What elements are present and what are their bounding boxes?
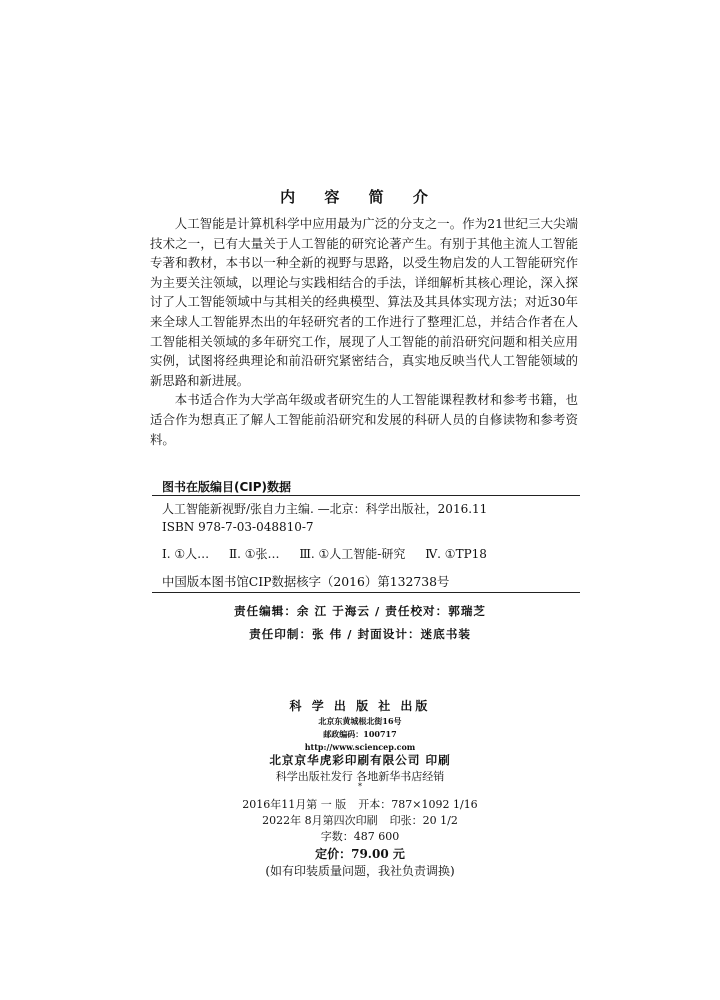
quality-note: (如有印装质量问题，我社负责调换)	[265, 864, 455, 878]
edition-line	[0, 796, 720, 812]
printing-date: 2022年 8月第四次印刷	[262, 814, 378, 827]
separator-star: *	[358, 782, 362, 791]
word-count: 字数：487 600	[320, 830, 400, 843]
printer-name: 北京京华虎彩印刷有限公司 印刷	[269, 753, 451, 767]
classification-item: Ⅰ. ①人…	[162, 547, 210, 561]
credits-production: 责任印制：张 伟 / 封面设计：迷底书装	[249, 627, 471, 641]
publisher-address: 北京东黄城根北街16号	[318, 716, 402, 726]
printed-sheets: 印张：20 1/2	[389, 814, 458, 827]
price: 定价：79.00 元	[315, 847, 405, 861]
cip-classification	[162, 545, 503, 562]
cip-record	[162, 500, 487, 536]
summary-text	[150, 214, 578, 449]
cip-check-number: 中国版本图书馆CIP数据核字（2016）第132738号	[162, 574, 450, 589]
printing-line	[0, 812, 720, 828]
cip-isbn-line: ISBN 978-7-03-048810-7	[162, 520, 314, 534]
cip-bottom-divider	[152, 592, 580, 593]
edition-date: 2016年11月第 一 版	[242, 798, 347, 811]
classification-item: Ⅳ. ①TP18	[425, 547, 487, 561]
summary-paragraph-2: 本书适合作为大学高年级或者研究生的人工智能课程教材和参考书籍，也适合作为想真正了解人工智能前沿研究和发展的科研人员的自修读物和参考资料。	[150, 392, 578, 447]
summary-paragraph-1: 人工智能是计算机科学中应用最为广泛的分支之一。作为21世纪三大尖端技术之一，已有大量关于人工智能的研究论著产生。有别于其他主流人工智能专著和教材，本书以一种全新的视野与思路，以受生物启发的人工智能研究作为主要关注领域，以理论与实践相结合的手法，详细解析其核心理论，深入探讨了人工智能领域中与其相关的经典模型、算法及其具体实现方法；对近30年来全球人工智能界杰出的年轻研究者的工作进行了整理汇总，并结合作者在人工智能相关领域的多年研究工作，展现了人工智能的前沿研究问题和相关应用实例，试图将经典理论和前沿研究紧密结合，真实地反映当代人工智能领域的新思路和新进展。	[150, 216, 578, 388]
summary-title: 内 容 简 介	[280, 188, 440, 206]
cip-title-line: 人工智能新视野/张自力主编. —北京：科学出版社，2016.11	[162, 502, 488, 516]
publisher-website: http://www.sciencep.com	[304, 742, 416, 752]
distribution-line: 科学出版社发行 各地新华书店经销	[275, 770, 445, 783]
book-format: 开本：787×1092 1/16	[358, 798, 478, 811]
cip-heading: 图书在版编目(CIP)数据	[162, 480, 292, 494]
classification-item: Ⅲ. ①人工智能-研究	[299, 547, 406, 561]
cip-top-divider	[152, 495, 580, 496]
publisher-name: 科 学 出 版 社 出版	[289, 699, 431, 713]
publisher-postcode: 邮政编码：100717	[323, 729, 397, 739]
credits-editors: 责任编辑：余 江 于海云 / 责任校对：郭瑞芝	[233, 604, 487, 618]
classification-item: Ⅱ. ①张…	[228, 547, 280, 561]
